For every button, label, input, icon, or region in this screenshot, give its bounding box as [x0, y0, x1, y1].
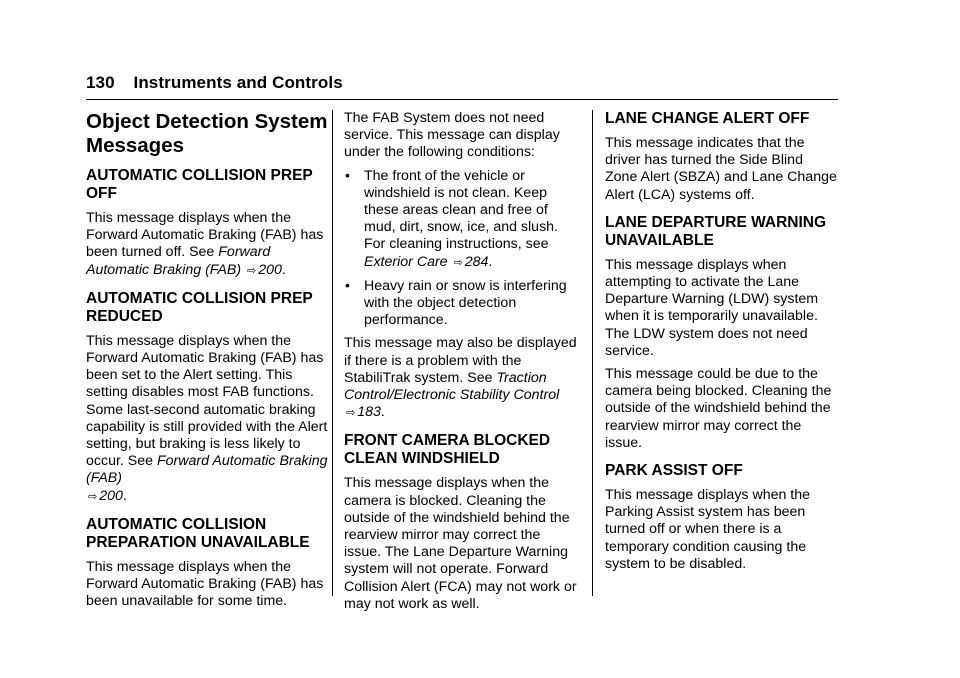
column-1 — [86, 110, 330, 616]
heading-lane-change-alert-off: LANE CHANGE ALERT OFF — [605, 110, 810, 127]
column-divider-2 — [592, 110, 593, 596]
list-item: • Heavy rain or snow is interfering with the object detection performance. — [345, 277, 567, 329]
bullet: • — [345, 277, 350, 294]
page-header — [86, 73, 343, 93]
text-automatic-collision-prep-off: This message displays when the Forward Automatic Braking (FAB) has been turned off. See Forward Automatic Braking (FAB) ⇨ 200. — [86, 210, 330, 280]
heading-automatic-collision-prep-off: AUTOMATIC COLLISION PREP OFF — [86, 167, 313, 202]
heading-automatic-collision-prep-reduced: AUTOMATIC COLLISION PREP REDUCED — [86, 289, 313, 325]
text-automatic-collision-preparation-unavailable: This message displays when the Forward Automatic Braking (FAB) has been unavailable for some time. — [86, 558, 324, 610]
column-divider-1 — [332, 110, 333, 596]
list-item: • The front of the vehicle or windshield is not clean. Keep these areas clean and free of mud, dirt, snow, ice, and slush. For cleaning instructions, see Exterior Care ⇨ 284. — [344, 168, 580, 272]
page-reference-arrow-icon: ⇨ — [453, 256, 463, 269]
text-ldw-unavailable-2: This message could be due to the camera being blocked. Cleaning the outside of the windshield behind the rearview mirror may correct the issue. — [605, 366, 832, 451]
page-number: 130 — [86, 73, 115, 92]
page-reference-arrow-icon: ⇨ — [88, 490, 98, 503]
text-stabilitrak: This message may also be displayed if there is a problem with the StabiliTrak system. See Traction Control/Electronic Stability Control ⇨ 183. — [344, 335, 580, 422]
section-title: Instruments and Controls — [133, 73, 343, 92]
conditions-list — [344, 168, 580, 330]
column-3 — [605, 110, 839, 579]
text-automatic-collision-prep-reduced: This message displays when the Forward Automatic Braking (FAB) has been set to the Alert setting. This setting disables most FAB functions. Some last-second automatic braking capability is still provided with the Alert setting, but braking is less likely to occur. See Forward Automatic Braking (FAB) ⇨ 200. — [86, 333, 330, 506]
text-park-assist-off: This message displays when the Parking Assist system has been turned off or when there is a temporary condition causing the system to be disabled. — [605, 487, 811, 572]
text-fab-no-service: The FAB System does not need service. This message can display under the following conditions: — [344, 110, 560, 161]
page-ref-200-b[interactable]: 200 — [99, 487, 123, 504]
heading-park-assist-off: PARK ASSIST OFF — [605, 462, 743, 480]
link-forward-automatic-braking-2[interactable]: Forward Automatic Braking (FAB) — [86, 453, 328, 487]
page-ref-200[interactable]: 200 — [258, 261, 282, 278]
bullet: • — [345, 167, 350, 184]
page-reference-arrow-icon: ⇨ — [247, 264, 257, 277]
header-rule — [86, 99, 838, 100]
page-ref-284[interactable]: 284 — [464, 253, 489, 270]
text-front-camera-blocked: This message displays when the camera is blocked. Cleaning the outside of the windshield behind the rearview mirror may correct the issue. The Lane Departure Warning system will not operate. Forward Collision Alert (FCA) may not work or may not work as well. — [344, 475, 577, 612]
link-forward-automatic-braking[interactable]: Forward Automatic Braking (FAB) — [86, 244, 271, 278]
link-exterior-care[interactable]: Exterior Care — [364, 253, 448, 270]
text-ldw-unavailable-1: This message displays when attempting to activate the Lane Departure Warning (LDW) system when it is temporarily unavailable. The LDW system does not need service. — [605, 256, 819, 359]
heading-automatic-collision-preparation-unavailable: AUTOMATIC COLLISION PREPARATION UNAVAILABLE — [86, 515, 310, 551]
heading-lane-departure-warning-unavailable: LANE DEPARTURE WARNING UNAVAILABLE — [605, 213, 827, 249]
section-title-object-detection: Object Detection System Messages — [86, 110, 328, 157]
page-ref-183[interactable]: 183 — [357, 404, 381, 421]
page-reference-arrow-icon: ⇨ — [346, 407, 356, 420]
column-2 — [344, 110, 580, 619]
text-lane-change-alert-off: This message indicates that the driver has turned the Side Blind Zone Alert (SBZA) and Lane Change Alert (LCA) systems off. — [605, 135, 837, 203]
link-traction-control[interactable]: Traction Control/Electronic Stability Control — [344, 369, 560, 404]
heading-front-camera-blocked: FRONT CAMERA BLOCKED CLEAN WINDSHIELD — [344, 432, 551, 468]
